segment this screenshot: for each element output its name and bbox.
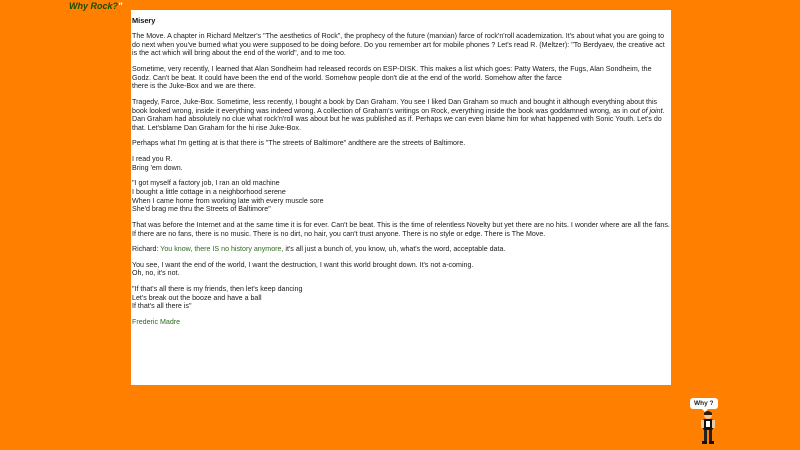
article-title: Misery <box>132 16 156 25</box>
why-rock-link-text: Why Rock? <box>69 1 119 11</box>
richard-speaker: Richard: <box>132 245 161 254</box>
paragraph-read-you: I read you R. Bring 'em down. <box>132 155 183 172</box>
mascot-why-button[interactable] <box>690 398 720 446</box>
author-signature: Frederic Madre <box>132 318 181 327</box>
paragraph-baltimore: Perhaps what I'm getting at is that there is "The streets of Baltimore" andthere are the streets of Baltimore. <box>132 139 466 148</box>
speech-bubble: Why ? <box>690 398 718 409</box>
paragraph-end-of-world: You see, I want the end of the world, I want the destruction, I want this world brought down. It's not a-coming. Oh, no, it's not. <box>132 260 474 278</box>
tragedy-emphasis: out of joint <box>629 106 663 115</box>
richard-quote-green: You know, there IS no history anymore, <box>160 245 284 254</box>
paragraph-sondheim: Sometime, very recently, I learned that Alan Sondheim had released records on ESP-DISK. This makes a list which goes: Patty Waters, the Fugs, Alan Sondheim, the Godz. Can't be beat. It could have been the end of the world. Somehow people don't die at the end of the world. Somehow after the farce there is the Juke-Box and we are there. <box>132 64 652 91</box>
richard-quote-rest: it's all just a bunch of, you know, uh, what's the word, acceptable data. <box>283 245 506 254</box>
paragraph-internet: That was before the Internet and at the same time it is for ever. Can't be beat. This is the time of relentless Novelty but yet there are no hits. I wonder where are all the fans. If there are no fans, there is no music. There is no dirt, no hair, you can't trust anyone. There is no style or edge. There is The Move. <box>132 220 670 238</box>
person-icon <box>699 410 717 444</box>
why-rock-link[interactable] <box>69 1 122 11</box>
paragraph-tragedy <box>132 98 671 133</box>
paragraph-the-move: The Move. A chapter in Richard Meltzer's "The aesthetics of Rock", the prophecy of the future (marxian) farce of rock'n'roll academization. It's about what you are going to do next when you've burned what you were supposed to be doing before. Do you remember art for mobile phones ? Let's read R. (Meltzer): "To Berdyaev, the creative act is the act which will bring about the end of the world", and to me too. <box>132 32 665 58</box>
tragedy-text-end: . Dan Graham had absolutely no clue what rock'n'roll was about but he was published as if. Perhaps we can even blame him for what happened with Sonic Youth. Let's do that. Let'sblame Dan Graham for the hi rise Juke-Box. <box>132 106 665 132</box>
article-panel <box>131 10 671 385</box>
paragraph-richard <box>132 245 671 254</box>
tragedy-text-start: Tragedy, Farce, Juke-Box. Sometime, less recently, I bought a book by Dan Graham. You see I liked Dan Graham so much and bought it although everything about this book looked wrong, inside it everything was indeed wrong. A collection of Graham's writings on Rock, everything inside the book was goddamned wrong, as in <box>132 97 658 115</box>
lyrics-baltimore: "I got myself a factory job, I ran an old machine I bought a little cottage in a neighborhood serene When I came home from working late with every muscle sore She'd brag me thru the Streets of Baltimore" <box>132 179 324 214</box>
lyrics-is-that-all: "If that's all there is my friends, then let's keep dancing Let's break out the booze and have a ball If that's all there is" <box>132 285 303 311</box>
why-rock-link-suffix: " <box>118 1 123 11</box>
